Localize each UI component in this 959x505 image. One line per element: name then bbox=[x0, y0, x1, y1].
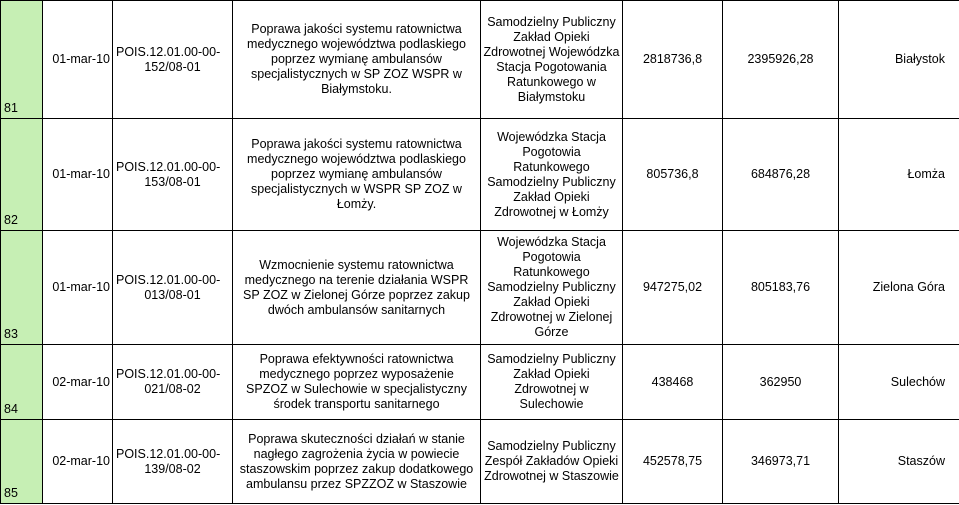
table-row bbox=[1, 345, 959, 420]
date-cell: 01-mar-10 bbox=[43, 119, 113, 231]
row-number: 85 bbox=[1, 420, 43, 504]
project-code-cell bbox=[113, 119, 233, 231]
project-title: Poprawa jakości systemu ratownictwa medycznego województwa podlaskiego poprzez wymianę ambulansów specjalistycznych w WSPR SP ZOZ w Łomży. bbox=[247, 137, 466, 211]
table-row bbox=[1, 1, 959, 119]
project-code-cell bbox=[113, 345, 233, 420]
city-cell: Białystok bbox=[839, 1, 959, 119]
project-title: Poprawa jakości systemu ratownictwa medycznego województwa podlaskiego poprzez wymianę ambulansów specjalistycznych w SP ZOZ WSPR w Białymstoku. bbox=[247, 22, 466, 96]
project-title-cell bbox=[233, 420, 481, 504]
date-cell: 02-mar-10 bbox=[43, 420, 113, 504]
total-value-cell: 805736,8 bbox=[623, 119, 723, 231]
funding-value-cell: 684876,28 bbox=[723, 119, 839, 231]
beneficiary: Wojewódzka Stacja Pogotowia Ratunkowego Samodzielny Publiczny Zakład Opieki Zdrowotnej w Zielonej Górze bbox=[487, 235, 616, 339]
project-title-cell bbox=[233, 231, 481, 345]
date-cell: 02-mar-10 bbox=[43, 345, 113, 420]
project-title-cell bbox=[233, 1, 481, 119]
project-title-cell bbox=[233, 119, 481, 231]
total-value-cell: 438468 bbox=[623, 345, 723, 420]
project-code-cell bbox=[113, 1, 233, 119]
city-cell: Sulechów bbox=[839, 345, 959, 420]
project-code-line1: POIS.12.01.00-00- bbox=[116, 367, 221, 381]
project-code-cell bbox=[113, 231, 233, 345]
funding-value-cell: 362950 bbox=[723, 345, 839, 420]
project-code-line1: POIS.12.01.00-00- bbox=[116, 44, 221, 59]
project-code-line2: 152/08-01 bbox=[144, 59, 201, 74]
total-value-cell: 947275,02 bbox=[623, 231, 723, 345]
date-cell: 01-mar-10 bbox=[43, 1, 113, 119]
beneficiary-cell bbox=[481, 345, 623, 420]
project-code-line1: POIS.12.01.00-00- bbox=[116, 446, 221, 461]
project-code-line1: POIS.12.01.00-00- bbox=[116, 159, 221, 174]
project-title: Poprawa efektywności ratownictwa medycznego poprzez wyposażenie SPZOZ w Sulechowie w specjalistyczny środek transportu sanitarnego bbox=[246, 352, 467, 411]
beneficiary-cell bbox=[481, 420, 623, 504]
total-value-cell: 2818736,8 bbox=[623, 1, 723, 119]
date-cell: 01-mar-10 bbox=[43, 231, 113, 345]
project-title: Poprawa skuteczności działań w stanie nagłego zagrożenia życia w powiecie staszowskim poprzez zakup dodatkowego ambulansu przez SPZZOZ w Staszowie bbox=[239, 431, 474, 491]
table-row bbox=[1, 119, 959, 231]
table-row bbox=[1, 231, 959, 345]
project-code-line2: 013/08-01 bbox=[144, 287, 201, 302]
project-code-line2: 021/08-02 bbox=[144, 382, 201, 396]
beneficiary: Samodzielny Publiczny Zespół Zakładów Opieki Zdrowotnej w Staszowie bbox=[484, 439, 619, 483]
row-number: 83 bbox=[1, 231, 43, 345]
funding-value-cell: 346973,71 bbox=[723, 420, 839, 504]
project-title-cell bbox=[233, 345, 481, 420]
beneficiary-cell bbox=[481, 231, 623, 345]
city-cell: Łomża bbox=[839, 119, 959, 231]
row-number: 81 bbox=[1, 1, 43, 119]
beneficiary: Samodzielny Publiczny Zakład Opieki Zdrowotnej Wojewódzka Stacja Pogotowania Ratunkowego w Białymstoku bbox=[483, 14, 620, 104]
project-code-line1: POIS.12.01.00-00- bbox=[116, 272, 221, 287]
funding-value-cell: 2395926,28 bbox=[723, 1, 839, 119]
city-cell: Staszów bbox=[839, 420, 959, 504]
table-row bbox=[1, 420, 959, 504]
row-number: 82 bbox=[1, 119, 43, 231]
funding-value-cell: 805183,76 bbox=[723, 231, 839, 345]
project-code-cell bbox=[113, 420, 233, 504]
row-number: 84 bbox=[1, 345, 43, 420]
beneficiary-cell bbox=[481, 1, 623, 119]
project-title: Wzmocnienie systemu ratownictwa medycznego na terenie działania WSPR SP ZOZ w Zielonej Górze poprzez zakup dwóch ambulansów sanitarnych bbox=[243, 257, 470, 317]
project-code-line2: 153/08-01 bbox=[144, 174, 201, 189]
beneficiary: Samodzielny Publiczny Zakład Opieki Zdrowotnej w Sulechowie bbox=[487, 352, 616, 411]
beneficiary-cell bbox=[481, 119, 623, 231]
city-cell: Zielona Góra bbox=[839, 231, 959, 345]
beneficiary: Wojewódzka Stacja Pogotowia Ratunkowego Samodzielny Publiczny Zakład Opieki Zdrowotnej w Łomży bbox=[487, 129, 616, 219]
total-value-cell: 452578,75 bbox=[623, 420, 723, 504]
project-code-line2: 139/08-02 bbox=[144, 461, 201, 476]
